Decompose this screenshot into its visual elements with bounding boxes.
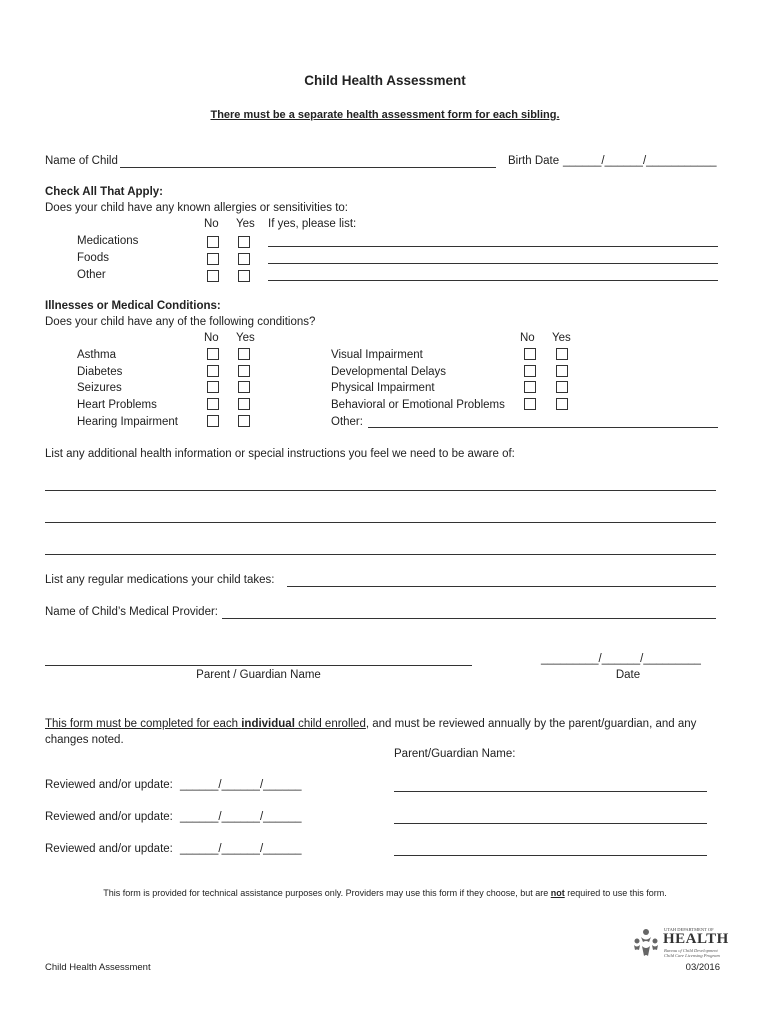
review-label-2: Reviewed and/or update: — [45, 811, 173, 823]
review-parent-field-1[interactable] — [394, 791, 707, 792]
conditions-section-title: Illnesses or Medical Conditions: — [45, 300, 221, 312]
condition-heart-problems-no-checkbox[interactable] — [207, 398, 219, 410]
signature-date-field[interactable]: _________/______/_________ — [541, 653, 701, 665]
annual-review-notice — [45, 716, 725, 748]
condition-behavioral-label: Behavioral or Emotional Problems — [331, 399, 505, 411]
review-date-field-1[interactable]: ______/______/______ — [180, 779, 302, 791]
allergy-other-yes-checkbox[interactable] — [238, 270, 250, 282]
condition-visual-impairment-no-checkbox[interactable] — [524, 348, 536, 360]
allergy-other-list-field[interactable] — [268, 280, 718, 281]
child-name-label: Name of Child — [45, 155, 118, 167]
allergy-other-label: Other — [77, 269, 106, 281]
logo-line-2: HEALTH — [663, 931, 729, 947]
conditions-left-col-no: No — [204, 332, 219, 344]
conditions-question: Does your child have any of the following conditions? — [45, 316, 316, 328]
condition-asthma-no-checkbox[interactable] — [207, 348, 219, 360]
condition-heart-problems-label: Heart Problems — [77, 399, 157, 411]
signature-date-caption: Date — [615, 669, 641, 681]
footer-note-part-3: required to use this form. — [564, 888, 667, 898]
review-date-field-2[interactable]: ______/______/______ — [180, 811, 302, 823]
review-label-1: Reviewed and/or update: — [45, 779, 173, 791]
allergy-foods-list-field[interactable] — [268, 263, 718, 264]
notice-part-2: individual — [241, 718, 295, 730]
medications-field[interactable] — [287, 586, 716, 587]
additional-info-label: List any additional health information or special instructions you feel we need to be aware of: — [45, 448, 515, 460]
provider-field[interactable] — [222, 618, 716, 619]
condition-diabetes-label: Diabetes — [77, 366, 123, 378]
review-parent-field-3[interactable] — [394, 855, 707, 856]
condition-diabetes-yes-checkbox[interactable] — [238, 365, 250, 377]
condition-seizures-label: Seizures — [77, 382, 122, 394]
additional-info-line-1[interactable] — [45, 490, 716, 491]
condition-other-field[interactable] — [368, 427, 718, 428]
footer-note-part-1: This form is provided for technical assistance purposes only. Providers may use this form if they choose, but are — [103, 888, 551, 898]
conditions-right-col-yes: Yes — [552, 332, 571, 344]
medications-label: List any regular medications your child takes: — [45, 574, 275, 586]
allergies-col-list: If yes, please list: — [268, 218, 357, 230]
footer-form-name: Child Health Assessment — [45, 962, 151, 973]
allergy-medications-yes-checkbox[interactable] — [238, 236, 250, 248]
allergy-medications-list-field[interactable] — [268, 246, 718, 247]
allergy-foods-no-checkbox[interactable] — [207, 253, 219, 265]
allergy-medications-no-checkbox[interactable] — [207, 236, 219, 248]
footer-version-date: 03/2016 — [685, 962, 720, 973]
allergies-question: Does your child have any known allergies or sensitivities to: — [45, 202, 348, 214]
technical-assistance-note — [0, 888, 770, 898]
condition-visual-impairment-label: Visual Impairment — [331, 349, 423, 361]
provider-label: Name of Child’s Medical Provider: — [45, 606, 218, 618]
allergies-section-title: Check All That Apply: — [45, 186, 163, 198]
guardian-name-field[interactable] — [45, 665, 472, 666]
child-name-field[interactable] — [120, 167, 496, 168]
notice-part-4: , and must be reviewed annually by the parent/guardian, and any changes noted. — [45, 718, 697, 746]
additional-info-line-2[interactable] — [45, 522, 716, 523]
birth-date-field[interactable]: ______/______/___________ — [563, 155, 717, 167]
condition-hearing-impairment-label: Hearing Impairment — [77, 416, 178, 428]
allergy-foods-label: Foods — [77, 252, 109, 264]
condition-hearing-impairment-yes-checkbox[interactable] — [238, 415, 250, 427]
condition-physical-impairment-no-checkbox[interactable] — [524, 381, 536, 393]
condition-diabetes-no-checkbox[interactable] — [207, 365, 219, 377]
condition-behavioral-no-checkbox[interactable] — [524, 398, 536, 410]
conditions-left-col-yes: Yes — [236, 332, 255, 344]
condition-developmental-delays-no-checkbox[interactable] — [524, 365, 536, 377]
utah-health-logo — [632, 926, 728, 962]
people-icon — [632, 928, 660, 958]
condition-behavioral-yes-checkbox[interactable] — [556, 398, 568, 410]
review-parent-label: Parent/Guardian Name: — [394, 748, 516, 760]
allergies-col-yes: Yes — [236, 218, 255, 230]
logo-line-1: UTAH DEPARTMENT OF — [664, 927, 714, 932]
allergy-other-no-checkbox[interactable] — [207, 270, 219, 282]
condition-physical-impairment-yes-checkbox[interactable] — [556, 381, 568, 393]
footer-note-part-2: not — [550, 888, 565, 898]
condition-hearing-impairment-no-checkbox[interactable] — [207, 415, 219, 427]
condition-seizures-no-checkbox[interactable] — [207, 381, 219, 393]
review-parent-field-2[interactable] — [394, 823, 707, 824]
notice-part-3: child enrolled — [294, 718, 366, 730]
condition-visual-impairment-yes-checkbox[interactable] — [556, 348, 568, 360]
condition-other-label: Other: — [331, 416, 363, 428]
form-title: Child Health Assessment — [304, 73, 466, 88]
review-label-3: Reviewed and/or update: — [45, 843, 173, 855]
guardian-name-caption: Parent / Guardian Name — [196, 669, 321, 681]
logo-line-3: Bureau of Child Development — [664, 948, 718, 953]
birth-date-label: Birth Date — [508, 155, 560, 167]
condition-asthma-yes-checkbox[interactable] — [238, 348, 250, 360]
logo-line-4: Child Care Licensing Program — [664, 953, 720, 958]
additional-info-line-3[interactable] — [45, 554, 716, 555]
condition-heart-problems-yes-checkbox[interactable] — [238, 398, 250, 410]
condition-developmental-delays-label: Developmental Delays — [331, 366, 447, 378]
allergy-foods-yes-checkbox[interactable] — [238, 253, 250, 265]
condition-developmental-delays-yes-checkbox[interactable] — [556, 365, 568, 377]
condition-seizures-yes-checkbox[interactable] — [238, 381, 250, 393]
notice-part-1: This form must be completed for each — [45, 718, 242, 730]
condition-physical-impairment-label: Physical Impairment — [331, 382, 435, 394]
review-date-field-3[interactable]: ______/______/______ — [180, 843, 302, 855]
conditions-right-col-no: No — [520, 332, 535, 344]
allergy-medications-label: Medications — [77, 235, 139, 247]
condition-asthma-label: Asthma — [77, 349, 116, 361]
form-subtitle: There must be a separate health assessment form for each sibling. — [210, 109, 560, 121]
allergies-col-no: No — [204, 218, 219, 230]
